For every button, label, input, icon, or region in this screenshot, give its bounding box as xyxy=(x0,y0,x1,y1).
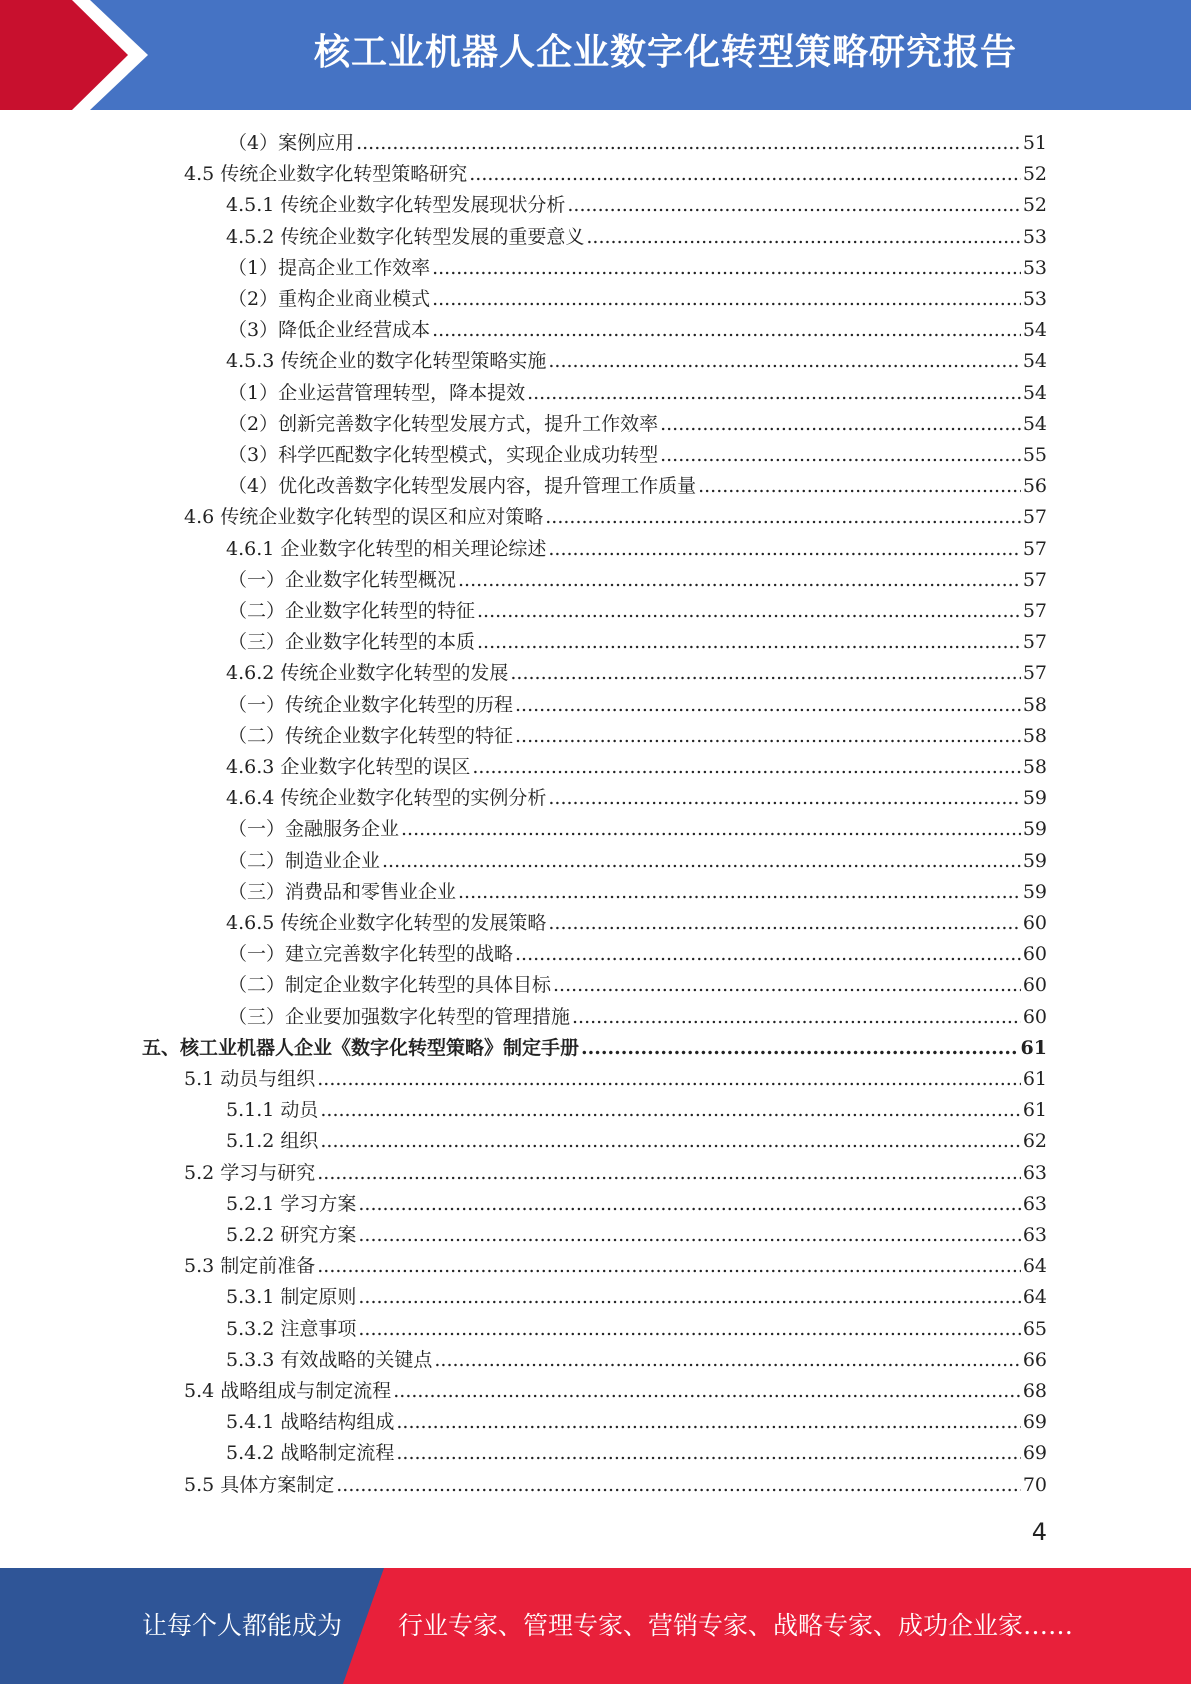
toc-entry-page: 63 xyxy=(1022,1161,1047,1184)
toc-dot-leader xyxy=(515,690,1021,721)
toc-entry-title: （2）创新完善数字化转型发展方式，提升工作效率 xyxy=(228,412,659,435)
toc-dot-leader xyxy=(382,846,1021,877)
toc-entry[interactable] xyxy=(226,190,1047,221)
toc-entry-page: 57 xyxy=(1022,631,1047,654)
toc-dot-leader xyxy=(434,1345,1020,1376)
toc-entry-page: 54 xyxy=(1022,319,1047,342)
toc-entry-title: 4.6.4 传统企业数字化转型的实例分析 xyxy=(226,787,547,810)
toc-entry-page: 53 xyxy=(1022,225,1047,248)
toc-entry[interactable] xyxy=(228,253,1047,284)
toc-dot-leader xyxy=(472,752,1020,783)
toc-entry[interactable] xyxy=(226,1189,1047,1220)
toc-entry[interactable] xyxy=(228,596,1047,627)
toc-entry-page: 59 xyxy=(1022,818,1047,841)
toc-entry-title: 4.5.2 传统企业数字化转型发展的重要意义 xyxy=(226,225,585,248)
toc-entry-page: 51 xyxy=(1022,132,1047,154)
toc-entry-page: 61 xyxy=(1020,1036,1047,1059)
toc-entry-page: 56 xyxy=(1022,475,1047,498)
toc-entry-page: 68 xyxy=(1022,1380,1047,1402)
toc-entry-page: 57 xyxy=(1022,662,1047,685)
toc-entry-page: 60 xyxy=(1022,974,1047,997)
toc-entry-title: （二）制定企业数字化转型的具体目标 xyxy=(228,974,552,997)
toc-entry[interactable] xyxy=(226,1314,1047,1345)
footer-slogan: 让每个人都能成为 xyxy=(142,1611,343,1640)
toc-dot-leader xyxy=(586,222,1020,253)
toc-dot-leader xyxy=(358,1220,1020,1251)
toc-entry-title: （三）企业数字化转型的本质 xyxy=(228,631,476,654)
toc-entry-title: 5.2.1 学习方案 xyxy=(226,1192,357,1215)
toc-entry-page: 60 xyxy=(1022,1005,1047,1028)
toc-dot-leader xyxy=(336,1470,1021,1501)
toc-entry-page: 70 xyxy=(1022,1473,1047,1496)
toc-dot-leader xyxy=(477,596,1021,627)
toc-dot-leader xyxy=(320,1095,1020,1126)
toc-entry-title: 五、核工业机器人企业《数字化转型策略》制定手册 xyxy=(142,1036,580,1059)
toc-entry-page: 53 xyxy=(1022,256,1047,279)
toc-dot-leader xyxy=(660,440,1021,471)
toc-dot-leader xyxy=(567,190,1020,221)
toc-entry[interactable] xyxy=(228,315,1047,346)
toc-entry-page: 52 xyxy=(1022,194,1047,217)
toc-entry[interactable] xyxy=(228,409,1047,440)
toc-entry[interactable] xyxy=(226,1282,1047,1313)
toc-entry-title: 4.6.2 传统企业数字化转型的发展 xyxy=(226,662,509,685)
toc-entry[interactable] xyxy=(226,1220,1047,1251)
toc-entry[interactable] xyxy=(184,1251,1047,1282)
toc-entry-page: 58 xyxy=(1022,724,1047,747)
toc-entry-title: 4.6.3 企业数字化转型的误区 xyxy=(226,756,471,778)
toc-dot-leader xyxy=(396,1407,1020,1438)
toc-dot-leader xyxy=(358,1282,1020,1313)
toc-entry-page: 59 xyxy=(1022,880,1047,903)
toc-entry-page: 54 xyxy=(1022,381,1047,404)
toc-entry-title: 4.5 传统企业数字化转型策略研究 xyxy=(184,163,468,186)
toc-entry-title: 5.3.2 注意事项 xyxy=(226,1317,357,1340)
toc-entry[interactable] xyxy=(228,846,1047,877)
toc-entry-page: 63 xyxy=(1022,1224,1047,1246)
toc-entry-title: （2）重构企业商业模式 xyxy=(228,288,431,310)
toc-entry[interactable] xyxy=(184,1470,1047,1501)
toc-entry[interactable] xyxy=(226,1407,1047,1438)
toc-dot-leader xyxy=(317,1158,1021,1189)
toc-dot-leader xyxy=(515,721,1021,752)
page-header xyxy=(0,0,1191,110)
toc-entry[interactable] xyxy=(184,1158,1047,1189)
toc-entry-title: （3）降低企业经营成本 xyxy=(228,319,431,342)
toc-entry-title: 4.6 传统企业数字化转型的误区和应对策略 xyxy=(184,506,544,529)
toc-entry-page: 58 xyxy=(1022,756,1047,778)
toc-entry-page: 69 xyxy=(1022,1411,1047,1434)
toc-entry-page: 58 xyxy=(1022,693,1047,716)
toc-entry-page: 57 xyxy=(1022,537,1047,560)
toc-entry[interactable] xyxy=(228,721,1047,752)
toc-entry-title: 4.6.1 企业数字化转型的相关理论综述 xyxy=(226,537,547,560)
toc-dot-leader xyxy=(553,970,1021,1001)
toc-dot-leader xyxy=(510,658,1020,689)
toc-entry-title: （二）传统企业数字化转型的特征 xyxy=(228,724,514,747)
toc-dot-leader xyxy=(320,1126,1020,1157)
toc-dot-leader xyxy=(660,409,1021,440)
toc-dot-leader xyxy=(393,1376,1021,1407)
toc-entry-page: 64 xyxy=(1022,1255,1047,1278)
toc-entry[interactable] xyxy=(226,908,1047,939)
toc-dot-leader xyxy=(548,783,1020,814)
toc-entry-title: 4.5.1 传统企业数字化转型发展现状分析 xyxy=(226,194,566,217)
toc-entry-title: （一）建立完善数字化转型的战略 xyxy=(228,943,514,966)
toc-dot-leader xyxy=(527,378,1021,409)
toc-dot-leader xyxy=(545,502,1021,533)
toc-dot-leader xyxy=(477,627,1021,658)
toc-dot-leader xyxy=(698,471,1021,502)
toc-dot-leader xyxy=(458,877,1021,908)
toc-entry-page: 62 xyxy=(1022,1130,1047,1153)
toc-dot-leader xyxy=(432,284,1021,315)
toc-entry[interactable] xyxy=(226,534,1047,565)
toc-dot-leader xyxy=(515,939,1021,970)
toc-entry[interactable] xyxy=(228,440,1047,471)
toc-entry-page: 63 xyxy=(1022,1192,1047,1215)
toc-entry-page: 65 xyxy=(1022,1317,1047,1340)
toc-entry[interactable] xyxy=(228,128,1047,159)
page-number: 4 xyxy=(1031,1518,1047,1546)
toc-dot-leader xyxy=(432,315,1021,346)
toc-entry[interactable] xyxy=(226,783,1047,814)
toc-entry[interactable] xyxy=(228,690,1047,721)
toc-entry-title: 5.1.2 组织 xyxy=(226,1130,319,1153)
toc-entry[interactable] xyxy=(228,627,1047,658)
toc-entry-title: （二）制造业企业 xyxy=(228,849,381,872)
toc-entry-title: （一）金融服务企业 xyxy=(228,818,400,841)
toc-entry[interactable] xyxy=(226,658,1047,689)
toc-entry-title: （4）案例应用 xyxy=(228,132,355,154)
toc-entry[interactable] xyxy=(228,284,1047,315)
toc-entry-title: （三）企业要加强数字化转型的管理措施 xyxy=(228,1005,571,1028)
toc-entry[interactable] xyxy=(184,1064,1047,1095)
toc-dot-leader xyxy=(548,534,1020,565)
toc-entry-page: 55 xyxy=(1022,444,1047,466)
toc-entry-title: 5.2 学习与研究 xyxy=(184,1161,316,1184)
toc-entry[interactable] xyxy=(142,1033,1047,1064)
toc-dot-leader xyxy=(458,565,1021,596)
toc-entry-title: 5.1.1 动员 xyxy=(226,1099,319,1122)
toc-entry-title: 5.3 制定前准备 xyxy=(184,1255,316,1278)
toc-entry[interactable] xyxy=(226,1345,1047,1376)
toc-entry-page: 52 xyxy=(1022,163,1047,186)
toc-entry-page: 57 xyxy=(1022,600,1047,622)
toc-entry-title: 5.4 战略组成与制定流程 xyxy=(184,1380,392,1402)
toc-entry[interactable] xyxy=(228,877,1047,908)
toc-entry-page: 64 xyxy=(1022,1286,1047,1309)
toc-entry-page: 61 xyxy=(1022,1099,1047,1122)
toc-dot-leader xyxy=(317,1064,1021,1095)
toc-entry-title: （一）企业数字化转型概况 xyxy=(228,568,457,591)
toc-dot-leader xyxy=(432,253,1021,284)
toc-entry[interactable] xyxy=(228,939,1047,970)
toc-entry-page: 66 xyxy=(1022,1348,1047,1371)
toc-entry-page: 54 xyxy=(1022,350,1047,373)
toc-entry[interactable] xyxy=(184,502,1047,533)
report-title: 核工业机器人企业数字化转型策略研究报告 xyxy=(313,32,1017,73)
toc-entry-page: 69 xyxy=(1022,1442,1047,1465)
toc-entry[interactable] xyxy=(226,1126,1047,1157)
toc-entry-page: 59 xyxy=(1022,849,1047,872)
toc-dot-leader xyxy=(548,908,1020,939)
toc-entry-page: 60 xyxy=(1022,912,1047,934)
toc-entry[interactable] xyxy=(228,565,1047,596)
toc-entry-title: 5.5 具体方案制定 xyxy=(184,1473,335,1496)
toc-entry-title: 5.4.2 战略制定流程 xyxy=(226,1442,395,1465)
toc-entry-title: 4.5.3 传统企业的数字化转型策略实施 xyxy=(226,350,547,373)
toc-entry-title: 5.3.3 有效战略的关键点 xyxy=(226,1348,433,1371)
toc-entry[interactable] xyxy=(184,1376,1047,1407)
toc-dot-leader xyxy=(572,1002,1021,1033)
toc-entry-title: （3）科学匹配数字化转型模式，实现企业成功转型 xyxy=(228,444,659,466)
toc-dot-leader xyxy=(358,1189,1020,1220)
toc-entry[interactable] xyxy=(228,814,1047,845)
toc-entry-title: 5.2.2 研究方案 xyxy=(226,1224,357,1246)
toc-entry-title: （三）消费品和零售业企业 xyxy=(228,880,457,903)
toc-entry-title: （二）企业数字化转型的特征 xyxy=(228,600,476,622)
toc-entry[interactable] xyxy=(226,346,1047,377)
toc-dot-leader xyxy=(401,814,1021,845)
toc-dot-leader xyxy=(548,346,1020,377)
toc-dot-leader xyxy=(317,1251,1021,1282)
toc-dot-leader xyxy=(581,1033,1019,1064)
toc-entry-page: 57 xyxy=(1022,506,1047,529)
toc-entry-page: 60 xyxy=(1022,943,1047,966)
toc-dot-leader xyxy=(469,159,1021,190)
toc-entry-title: 5.3.1 制定原则 xyxy=(226,1286,357,1309)
toc-entry[interactable] xyxy=(228,378,1047,409)
toc-entry-page: 59 xyxy=(1022,787,1047,810)
toc-entry-page: 61 xyxy=(1022,1068,1047,1090)
header-arrow-flag xyxy=(0,0,160,110)
toc-entry[interactable] xyxy=(184,159,1047,190)
toc-dot-leader xyxy=(356,128,1021,159)
toc-dot-leader xyxy=(396,1438,1020,1469)
toc-entry-title: 4.6.5 传统企业数字化转型的发展策略 xyxy=(226,912,547,934)
toc-entry[interactable] xyxy=(228,1002,1047,1033)
toc-entry[interactable] xyxy=(226,1438,1047,1469)
toc-entry[interactable] xyxy=(228,970,1047,1001)
toc-entry[interactable] xyxy=(226,1095,1047,1126)
toc-entry-page: 53 xyxy=(1022,288,1047,310)
page-footer xyxy=(0,1568,1191,1684)
toc-entry-title: （1）提高企业工作效率 xyxy=(228,256,431,279)
toc-entry-title: （4）优化改善数字化转型发展内容，提升管理工作质量 xyxy=(228,475,697,498)
toc-entry-title: 5.1 动员与组织 xyxy=(184,1068,316,1090)
toc-entry[interactable] xyxy=(226,222,1047,253)
toc-entry[interactable] xyxy=(228,471,1047,502)
footer-roles: 行业专家、管理专家、营销专家、战略专家、成功企业家…… xyxy=(398,1611,1074,1640)
toc-entry-title: （一）传统企业数字化转型的历程 xyxy=(228,693,514,716)
toc-entry-title: 5.4.1 战略结构组成 xyxy=(226,1411,395,1434)
toc-entry[interactable] xyxy=(226,752,1047,783)
toc-entry-page: 54 xyxy=(1022,412,1047,435)
toc-entry-title: （1）企业运营管理转型，降本提效 xyxy=(228,381,526,404)
toc-dot-leader xyxy=(358,1314,1020,1345)
toc-entry-page: 57 xyxy=(1022,568,1047,591)
